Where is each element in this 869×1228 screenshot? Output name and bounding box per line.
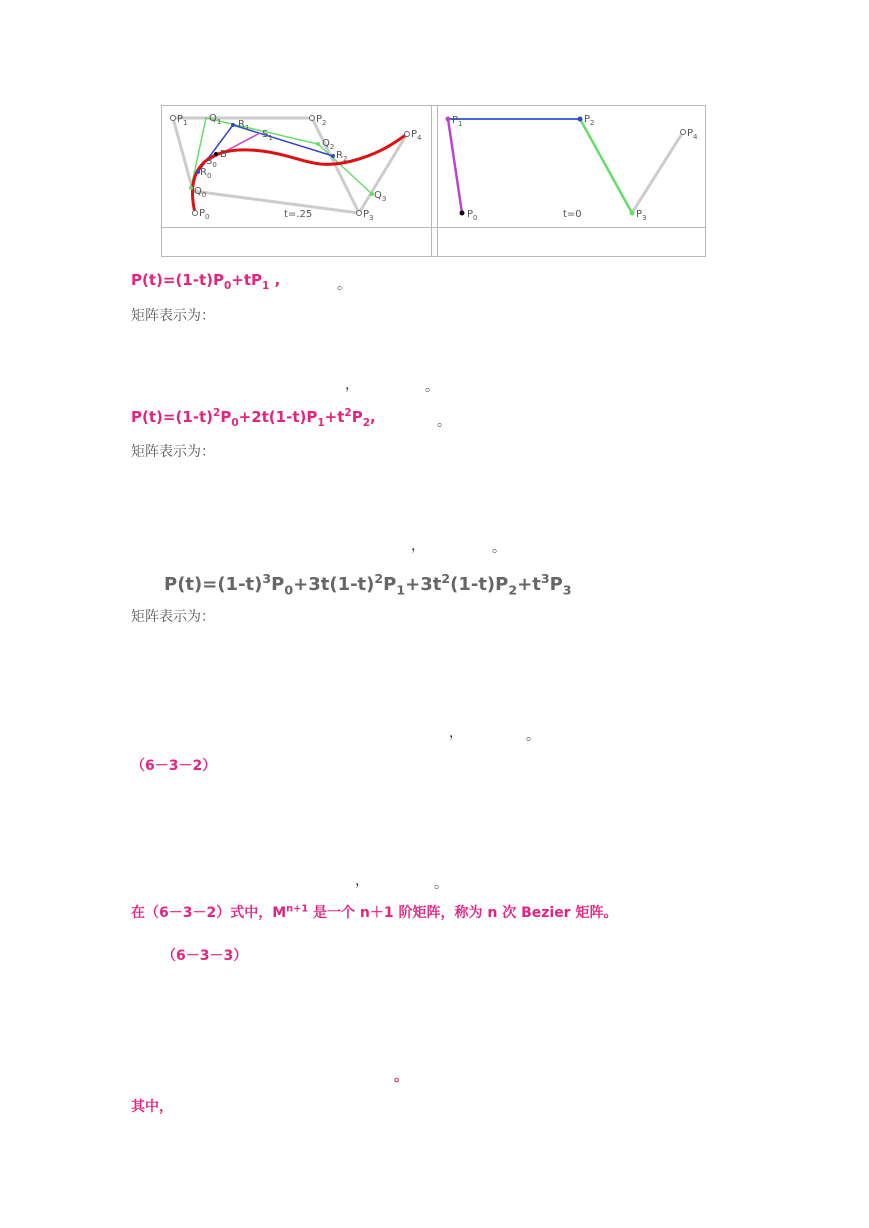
point-marker (460, 211, 465, 216)
full-stop: 。 (492, 540, 506, 556)
point-marker (681, 130, 686, 135)
label-s1: $S_1$ (262, 129, 273, 142)
point-marker (446, 117, 451, 122)
figure-table (161, 105, 706, 257)
point-marker (405, 132, 410, 137)
cell-divider (437, 106, 438, 256)
label-p0: $P_0$ (467, 209, 478, 222)
equation-linear: $P(t)=(1-t)P_0+tP_1$ , (131, 271, 281, 292)
point-marker (231, 123, 235, 127)
matrix-label: 矩阵表示为： (131, 444, 215, 460)
point-marker (331, 154, 335, 158)
label-t: t=.25 (284, 209, 313, 220)
label-p0: $P_0$ (199, 208, 210, 221)
full-stop: 。 (425, 379, 439, 395)
label-p4: $P_4$ (687, 128, 698, 141)
label-p2: $P_2$ (584, 114, 595, 127)
label-q1: $Q_1$ (209, 113, 222, 126)
equation-cubic: $P(t)=(1-t)^3P_0+3t(1-t)^2P_1+3t^2(1-t)P_2+t^3P_3$ (164, 571, 572, 598)
equation-quadratic: $P(t)=(1-t)^2P_0+2t(1-t)P_1+t^2P_2$, (131, 407, 376, 429)
point-marker (310, 116, 315, 121)
label-q3: $Q_3$ (374, 190, 387, 203)
full-stop: 。 (434, 876, 448, 892)
label-q0: $Q_0$ (194, 186, 207, 199)
where-label: 其中， (131, 1099, 173, 1115)
segment-p3-p4 (632, 132, 683, 213)
label-p4: $P_4$ (411, 129, 422, 142)
equation-number: （6－3－2） (131, 758, 217, 774)
segment-p0-p1 (448, 119, 462, 213)
point-marker (171, 116, 176, 121)
point-marker (316, 142, 320, 146)
point-marker (578, 117, 583, 122)
label-p1: $P_1$ (452, 115, 463, 128)
comma: ， (355, 873, 369, 889)
bezier-construction-figure (162, 106, 430, 226)
label-r2: $R_2$ (336, 150, 348, 163)
row-divider (162, 227, 705, 228)
full-stop: 。 (526, 728, 540, 744)
label-p2: $P_2$ (316, 114, 327, 127)
label-b: B (220, 149, 227, 160)
full-stop: 。 (437, 414, 451, 430)
comma: ， (411, 538, 425, 554)
full-stop: 。 (337, 277, 351, 293)
label-p3: $P_3$ (363, 209, 374, 222)
label-r0: $R_0$ (200, 167, 212, 180)
comma: ， (345, 377, 359, 393)
point-marker (193, 211, 198, 216)
label-p1: $P_1$ (177, 114, 188, 127)
point-marker (214, 152, 218, 156)
label-r1: $R_1$ (238, 119, 250, 132)
label-t: t=0 (563, 209, 582, 220)
point-marker (630, 211, 635, 216)
control-polygon-figure (439, 106, 705, 226)
matrix-label: 矩阵表示为： (131, 308, 215, 324)
label-p3: $P_3$ (636, 209, 647, 222)
segment-p2-p3 (580, 119, 632, 213)
point-marker (357, 211, 362, 216)
comma: ， (449, 725, 463, 741)
point-marker (189, 186, 193, 190)
full-stop: 。 (394, 1069, 408, 1085)
label-q2: $Q_2$ (322, 138, 335, 151)
matrix-label: 矩阵表示为： (131, 609, 215, 625)
equation-number: （6－3－3） (162, 948, 248, 964)
label-s0: $S_0$ (206, 156, 217, 169)
cell-divider (431, 106, 432, 256)
matrix-note: 在（6－3－2）式中，$M^{n+1}$ 是一个 n＋1 阶矩阵，称为 n 次 Bezier 矩阵。 (131, 903, 618, 921)
